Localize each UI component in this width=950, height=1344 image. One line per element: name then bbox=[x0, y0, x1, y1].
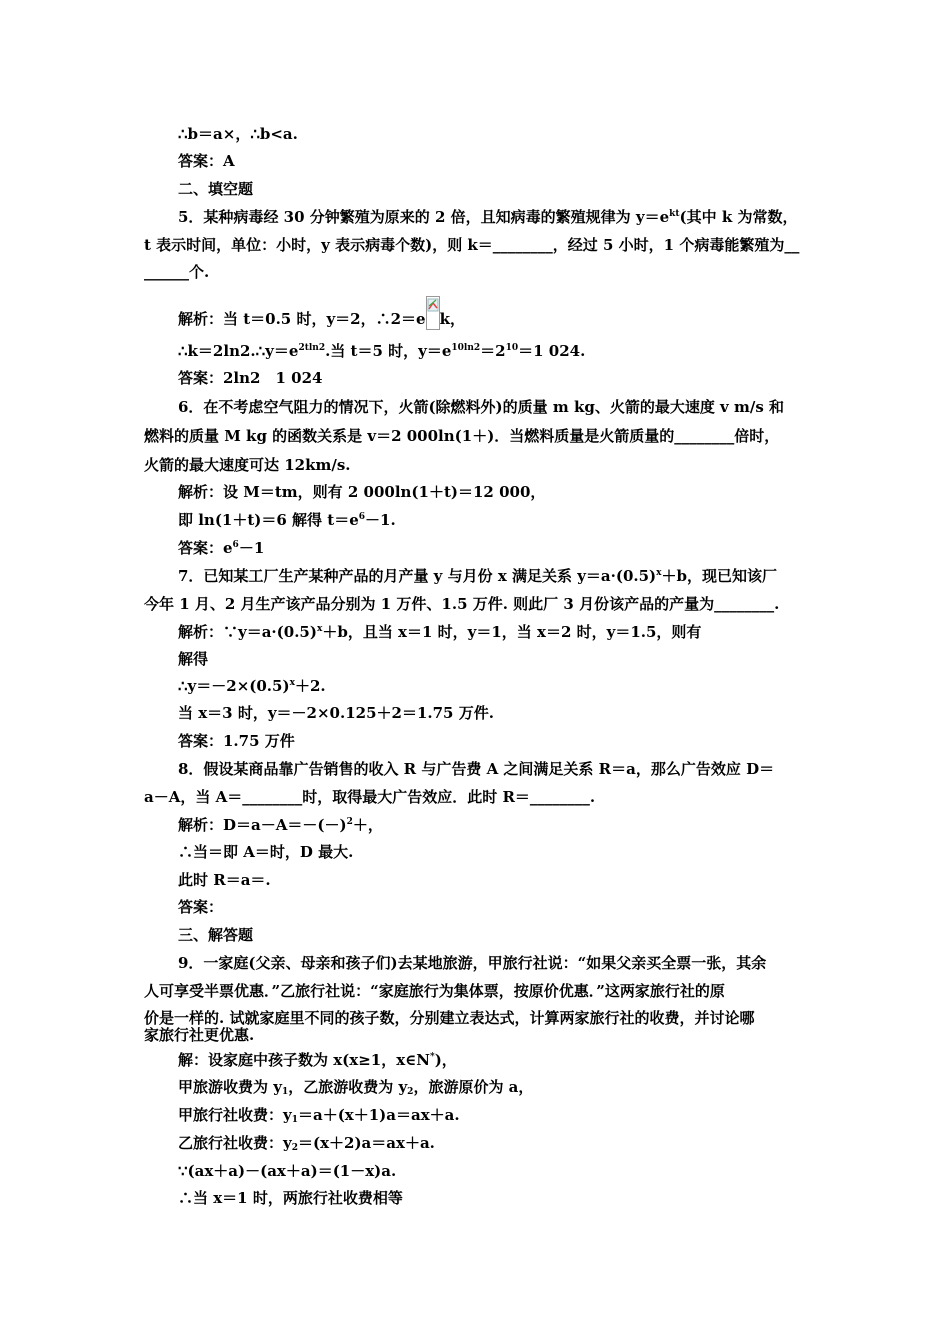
question-9-line: 价是一样的. 试就家庭里不同的孩子数，分别建立表达式，计算两家旅行社的收费，并讨论哪 bbox=[144, 1009, 755, 1027]
analysis-line: 解析：设 M＝tm，则有 2 000ln(1＋t)＝12 000， bbox=[178, 483, 546, 501]
section-heading: 二、填空题 bbox=[178, 180, 254, 198]
question-6-line: 燃料的质量 M kg 的函数关系是 v＝2 000ln(1＋)．当燃料质量是火箭质量的________倍时， bbox=[144, 427, 780, 445]
analysis-line: $\therefore k=2\ln 2.\therefore y=e^{2tln2}$.当 t＝5 时，$y=e^{10ln2}=2^{10}=1$ 024. bbox=[178, 342, 586, 360]
analysis-line: 解析：$\because y=a\cdot(0.5)^x+b$，且当 x＝1 时，y＝1，当 x＝2 时，y＝1.5，则有 bbox=[178, 623, 702, 641]
broken-image-icon bbox=[426, 302, 440, 332]
question-7-line: 7．已知某工厂生产某种产品的月产量 y 与月份 x 满足关系 $y=a\cdot(0.5)^x+b$，现已知该厂 bbox=[178, 567, 778, 585]
question-6-line: 火箭的最大速度可达 12km/s. bbox=[144, 456, 351, 474]
question-8-line: 8．假设某商品靠广告销售的收入 R 与广告费 A 之间满足关系 R＝a，那么广告效应 D＝ bbox=[178, 760, 775, 778]
question-5-line: 5．某种病毒经 30 分钟繁殖为原来的 2 倍，且知病毒的繁殖规律为 $y=e^{kt}$(其中 k 为常数， bbox=[178, 208, 798, 226]
question-5-line: t 表示时间，单位：小时，y 表示病毒个数)，则 k＝________，经过 5 小时，1 个病毒能繁殖为__ bbox=[144, 236, 800, 254]
question-9-line: 9．一家庭(父亲、母亲和孩子们)去某地旅游，甲旅行社说：“如果父亲买全票一张，其余 bbox=[178, 954, 767, 972]
question-6-line: 6．在不考虑空气阻力的情况下，火箭(除燃料外)的质量 m kg、火箭的最大速度 v m/s 和 bbox=[178, 398, 785, 416]
analysis-line: ∴当＝即 A＝时，D 最大. bbox=[178, 843, 354, 861]
answer-line: 答案：A bbox=[178, 152, 235, 170]
answer-line: 答案：2ln2 1 024 bbox=[178, 369, 323, 387]
solution-line: 解：设家庭中孩子数为 x(x≥1，x∈N*)， bbox=[178, 1051, 457, 1069]
question-5-line: ______个. bbox=[144, 263, 210, 281]
question-7-line: 今年 1 月、2 月生产该产品分别为 1 万件、1.5 万件. 则此厂 3 月份该产品的产量为________. bbox=[144, 595, 780, 613]
question-9-line: 家旅行社更优惠. bbox=[144, 1026, 255, 1044]
analysis-line: 解得 bbox=[178, 650, 209, 668]
solution-line: 甲旅游收费为 $y_1$，乙旅游收费为 $y_2$，旅游原价为 a， bbox=[178, 1078, 534, 1097]
solution-line: 甲旅行社收费：$y_1=a+(x+1)a=ax+a$. bbox=[178, 1106, 460, 1125]
solution-line: 乙旅行社收费：$y_2=(x+2)a=ax+a$. bbox=[178, 1134, 435, 1153]
answer-line: 答案： bbox=[178, 898, 224, 916]
analysis-line: 解析：当 t＝0.5 时，y＝2，∴2＝e k， bbox=[178, 302, 465, 332]
analysis-line: 当 x＝3 时，y＝－2×0.125＋2＝1.75 万件. bbox=[178, 704, 494, 722]
section-heading: 三、解答题 bbox=[178, 926, 254, 944]
analysis-line: 解析：$D=a-A=-(-)^2+$， bbox=[178, 816, 383, 834]
question-9-line: 人可享受半票优惠．”乙旅行社说：“家庭旅行为集体票，按原价优惠．”这两家旅行社的原 bbox=[144, 982, 725, 1000]
answer-line: 答案：$e^6-1$ bbox=[178, 539, 265, 557]
answer-line: 答案：1.75 万件 bbox=[178, 732, 295, 750]
analysis-line: $\therefore y=-2\times(0.5)^x+2$. bbox=[178, 677, 326, 695]
analysis-line: 此时 R＝a＝. bbox=[178, 871, 271, 889]
text-line: ∴b＝a×，∴b<a. bbox=[178, 125, 298, 143]
question-8-line: a－A，当 A＝________时，取得最大广告效应．此时 R＝________. bbox=[144, 788, 596, 806]
solution-line: ∵(ax＋a)－(ax＋a)＝(1－x)a. bbox=[178, 1162, 397, 1180]
analysis-line: 即 ln(1＋t)＝6 解得 $t=e^6-1$. bbox=[178, 511, 396, 529]
solution-line: ∴当 x＝1 时，两旅行社收费相等 bbox=[178, 1189, 403, 1207]
